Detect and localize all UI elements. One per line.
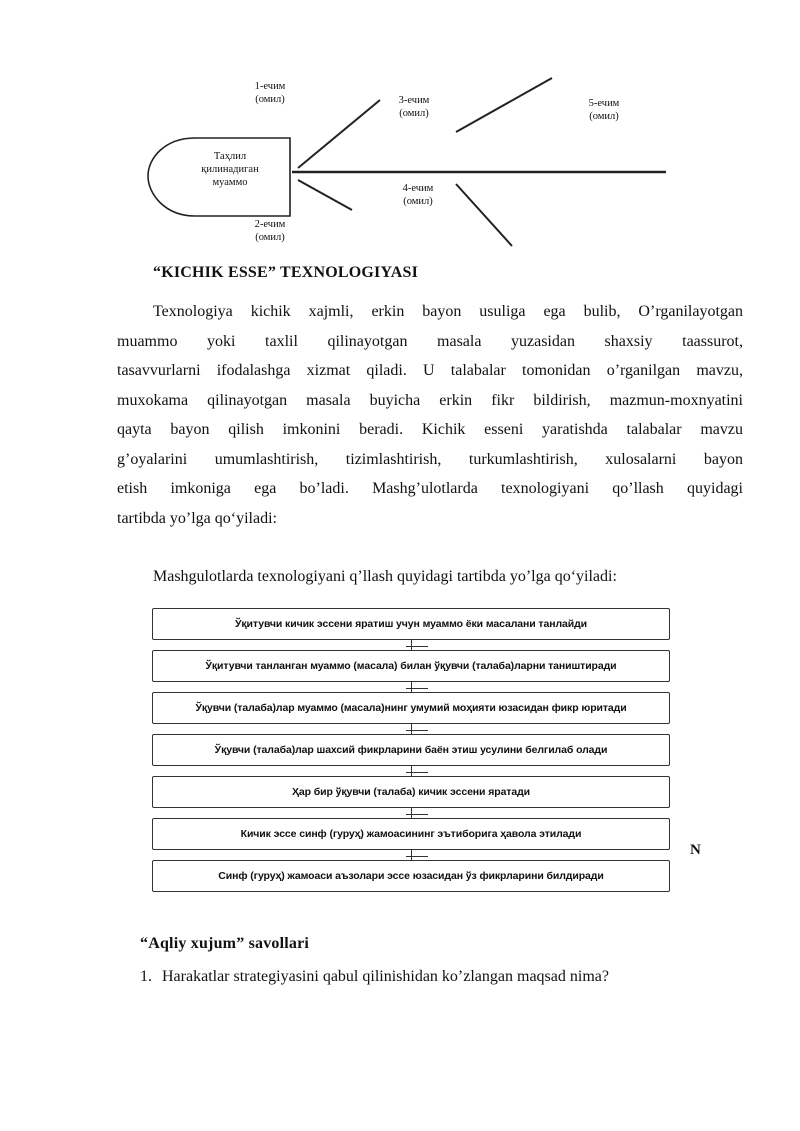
branch-5-label bbox=[574, 97, 634, 123]
section-title-kichik-esse: “KICHIK ESSE” TEXNOLOGIYASI bbox=[153, 264, 419, 281]
section-paragraph-2: Mashgulotlarda texnologiyani q’llash quyidagi tartibda yo’lga qo‘yiladi: bbox=[153, 568, 617, 585]
branch-5-subtitle: (омил) bbox=[589, 111, 619, 122]
flow-step: Ҳар бир ўқувчи (талаба) кичик эссени яратади bbox=[152, 776, 670, 808]
problem-label-line: қилинадиган bbox=[201, 164, 259, 175]
flow-connector bbox=[152, 808, 670, 818]
flow-step: Ўқувчи (талаба)лар шахсий фикрларини баён этиш усулини белгилаб олади bbox=[152, 734, 670, 766]
question-number: 1. bbox=[140, 968, 152, 985]
fishbone-diagram bbox=[140, 70, 680, 250]
section-paragraph bbox=[117, 297, 743, 533]
branch-4-title: 4-ечим bbox=[402, 183, 434, 194]
branch-4-subtitle: (омил) bbox=[403, 196, 433, 207]
branch-5-title: 5-ечим bbox=[588, 98, 620, 109]
paragraph-line: tartibda yo’lga qo‘yiladi: bbox=[117, 509, 277, 527]
flow-connector bbox=[152, 682, 670, 692]
section-title-aqliy-xujum: “Aqliy xujum” savollari bbox=[140, 935, 310, 952]
paragraph-line: qayta bayon qilish imkonini beradi. Kichik esseni yaratishda talabalar mavzu bbox=[117, 421, 743, 438]
branch-4-label bbox=[388, 182, 448, 208]
branch-1-label bbox=[240, 80, 300, 106]
branch-2-line bbox=[298, 180, 352, 210]
branch-1-title: 1-ечим bbox=[254, 81, 286, 92]
problem-label bbox=[180, 150, 280, 189]
paragraph-line: g’oyalarini umumlashtirish, tizimlashtirish, turkumlashtirish, xulosalarni bayon bbox=[117, 450, 743, 468]
paragraph-line: etish imkoniga ega bo’ladi. Mashg’ulotlarda texnologiyani qo’llash quyidagi bbox=[117, 480, 743, 497]
question-list bbox=[140, 968, 609, 986]
paragraph-line: muammo yoki taxlil qilinayotgan masala yuzasidan shaxsiy taassurot, bbox=[117, 332, 743, 350]
paragraph-line: muxokama qilinayotgan masala buyicha erkin fikr bildirish, mazmun-moxnyatini bbox=[117, 391, 743, 409]
flow-step: Ўқувчи (талаба)лар муаммо (масала)нинг умумий моҳияти юзасидан фикр юритади bbox=[152, 692, 670, 724]
branch-3-label bbox=[384, 94, 444, 120]
flow-step: Синф (гуруҳ) жамоаси аъзолари эссе юзасидан ўз фикрларини билдиради bbox=[152, 860, 670, 892]
branch-4-line bbox=[456, 184, 512, 246]
branch-5-line bbox=[456, 78, 552, 132]
paragraph-line: Texnologiya kichik xajmli, erkin bayon usuliga ega bulib, O’rganilayotgan bbox=[153, 303, 743, 320]
flow-connector bbox=[152, 724, 670, 734]
side-letter: N bbox=[690, 842, 701, 858]
problem-label-line: Таҳлил bbox=[213, 151, 247, 162]
problem-label-line: муаммо bbox=[212, 177, 248, 188]
branch-2-label bbox=[240, 218, 300, 244]
esse-flowchart bbox=[152, 608, 670, 892]
branch-2-title: 2-ечим bbox=[254, 219, 286, 230]
flow-connector bbox=[152, 766, 670, 776]
question-item bbox=[140, 968, 609, 986]
flow-step: Ўқитувчи танланган муаммо (масала) билан ўқувчи (талаба)ларни таништиради bbox=[152, 650, 670, 682]
paragraph-line: tasavvurlarni ifodalashga xizmat qiladi. U talabalar tomonidan o’rganilgan mavzu, bbox=[117, 362, 743, 379]
flow-step: Кичик эссе синф (гуруҳ) жамоасининг эътиборига ҳавола этилади bbox=[152, 818, 670, 850]
branch-3-line bbox=[298, 100, 380, 168]
flow-connector bbox=[152, 640, 670, 650]
flow-step: Ўқитувчи кичик эссени яратиш учун муаммо ёки масалани танлайди bbox=[152, 608, 670, 640]
branch-1-subtitle: (омил) bbox=[255, 94, 285, 105]
flow-connector bbox=[152, 850, 670, 860]
question-text: Harakatlar strategiyasini qabul qilinishidan ko’zlangan maqsad nima? bbox=[162, 968, 609, 985]
branch-3-title: 3-ечим bbox=[398, 95, 430, 106]
branch-2-subtitle: (омил) bbox=[255, 232, 285, 243]
branch-3-subtitle: (омил) bbox=[399, 108, 429, 119]
